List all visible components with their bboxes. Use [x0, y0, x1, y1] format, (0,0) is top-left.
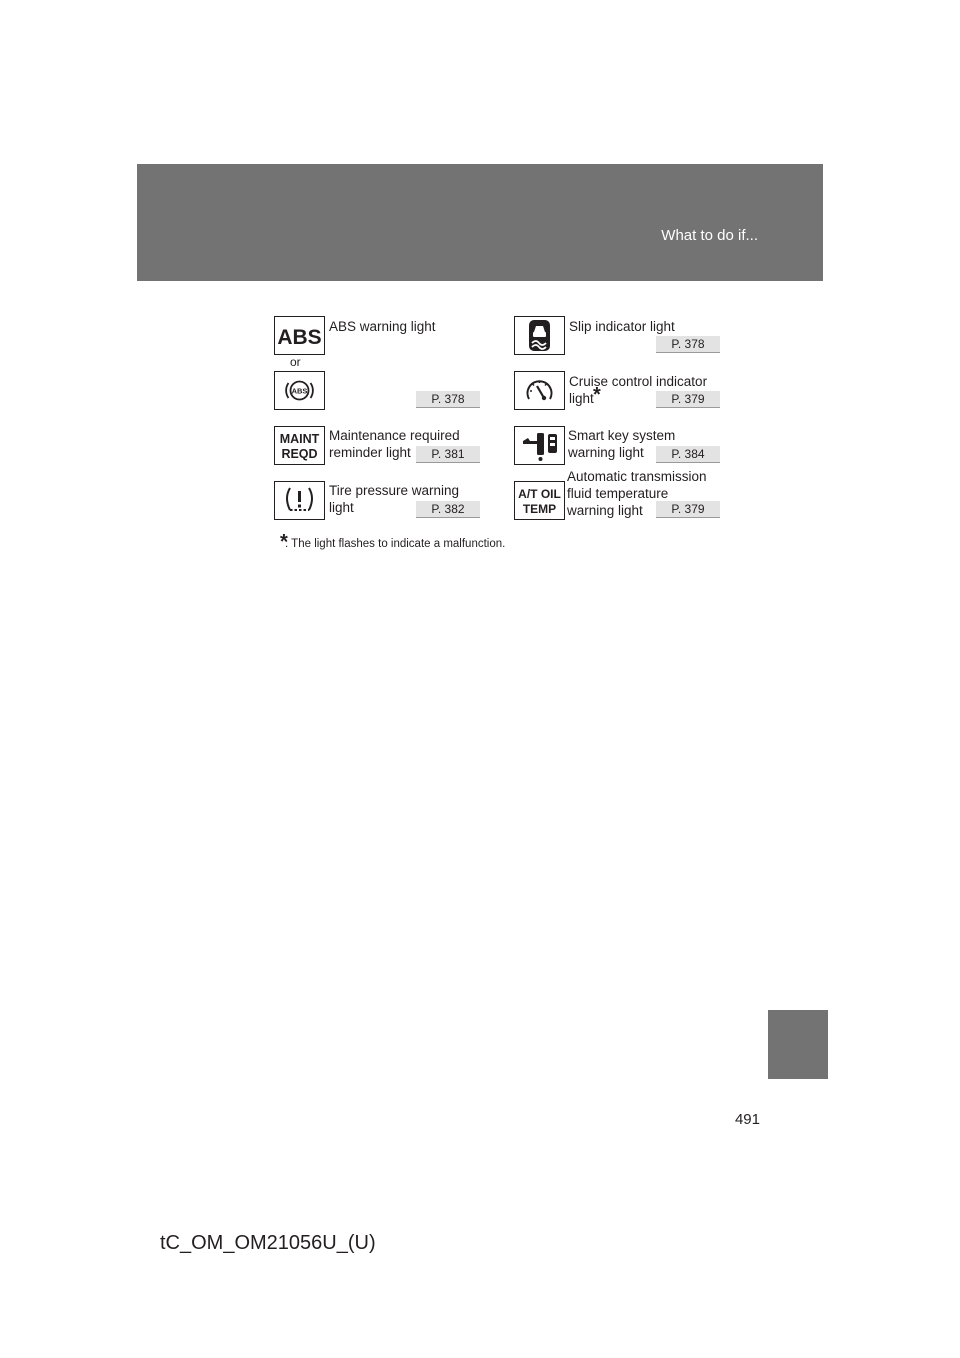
at-label-line1: Automatic transmission — [567, 469, 707, 484]
page-ref-at-oil[interactable]: P. 379 — [656, 501, 720, 518]
svg-text:REQD: REQD — [281, 447, 318, 461]
cruise-asterisk: * — [593, 384, 601, 406]
cruise-control-label-line1: Cruise control indicator — [569, 374, 708, 389]
section-title: What to do if... — [661, 227, 758, 244]
abs-warning-label: ABS warning light — [329, 319, 436, 334]
maint-reqd-icon — [274, 426, 325, 465]
cruise-control-icon — [514, 371, 565, 410]
svg-text:ABS: ABS — [291, 386, 308, 396]
section-side-tab — [768, 1010, 828, 1079]
svg-text:A/T OIL: A/T OIL — [518, 487, 561, 501]
page-ref-maintenance[interactable]: P. 381 — [416, 446, 480, 463]
slip-indicator-icon — [514, 316, 565, 355]
page-ref-tire-pressure[interactable]: P. 382 — [416, 501, 480, 518]
page-ref-abs[interactable]: P. 378 — [416, 391, 480, 408]
maintenance-label-line2: reminder light — [329, 445, 411, 460]
cruise-control-label-line2: light — [569, 391, 594, 406]
maintenance-label-line1: Maintenance required — [329, 428, 460, 443]
tire-pressure-icon — [274, 481, 325, 520]
abs-text-icon — [274, 316, 325, 355]
header-band — [137, 164, 823, 281]
at-oil-temp-icon — [514, 481, 565, 520]
at-label-line3: warning light — [567, 503, 643, 518]
svg-text:ABS: ABS — [277, 326, 322, 349]
page-ref-smart-key[interactable]: P. 384 — [656, 446, 720, 463]
tire-pressure-label-line1: Tire pressure warning — [329, 483, 460, 498]
at-label-line2: fluid temperature — [567, 486, 669, 501]
svg-text:TEMP: TEMP — [522, 502, 557, 516]
smart-key-label-line2: warning light — [568, 445, 644, 460]
or-separator: or — [290, 355, 301, 369]
footnote-asterisk: * — [280, 531, 288, 553]
svg-text:MAINT: MAINT — [279, 432, 320, 446]
page-ref-slip[interactable]: P. 378 — [656, 336, 720, 353]
footnote-text: : The light flashes to indicate a malfunction. — [285, 538, 506, 550]
smart-key-icon — [514, 426, 565, 465]
document-code: tC_OM_OM21056U_(U) — [160, 1232, 376, 1254]
page-ref-cruise[interactable]: P. 379 — [656, 391, 720, 408]
page-number: 491 — [734, 1111, 760, 1128]
abs-circle-icon — [274, 371, 325, 410]
slip-indicator-label: Slip indicator light — [569, 319, 675, 334]
tire-pressure-label-line2: light — [329, 500, 354, 515]
smart-key-label-line1: Smart key system — [568, 428, 676, 443]
